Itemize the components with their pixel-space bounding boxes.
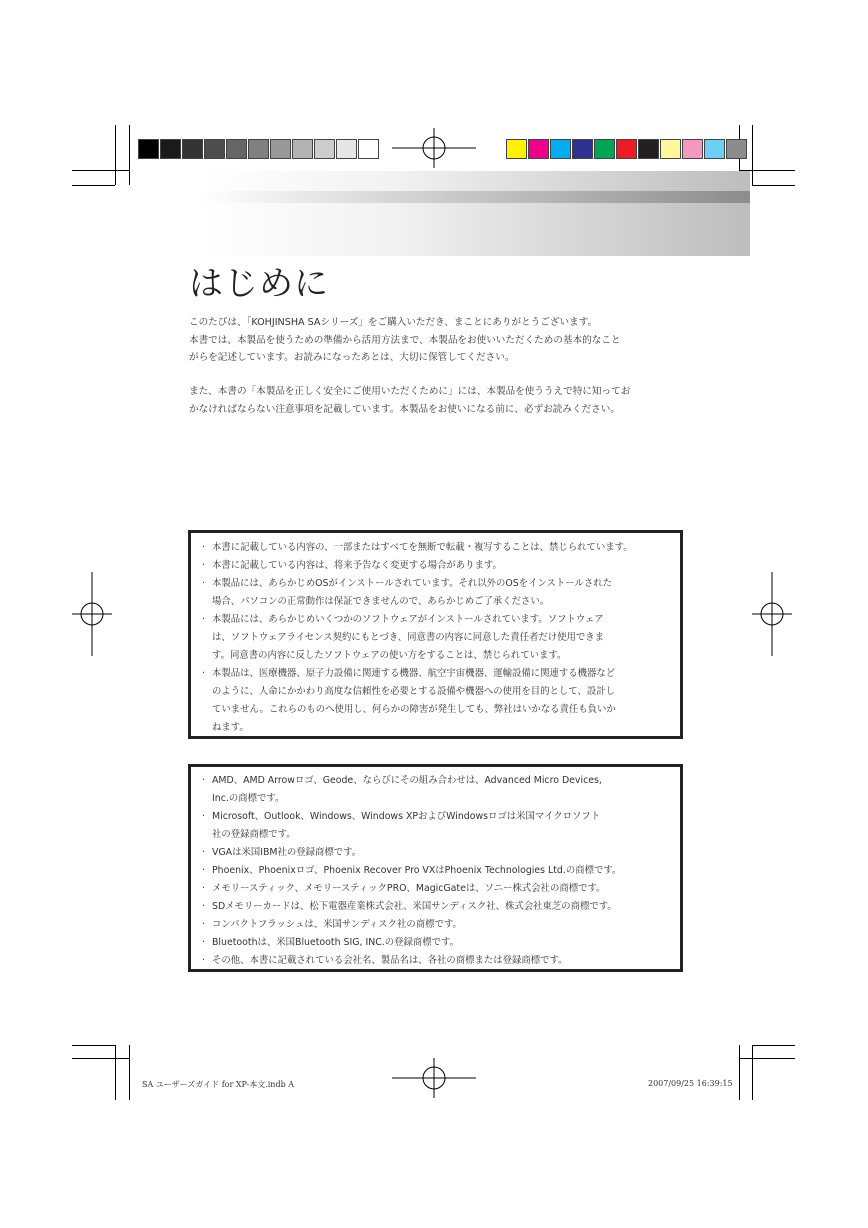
color-swatch: [160, 139, 181, 159]
trademark-line: · コンパクトフラッシュは、米国サンディスク社の商標です。: [212, 919, 462, 930]
intro-line: また、本書の「本製品を正しく安全にご使用いただくために」には、本製品を使ううえで特に知ってお: [189, 386, 631, 397]
crop-mark: [752, 1045, 795, 1046]
page-title: はじめに: [189, 264, 329, 304]
header-banner-stripe: [200, 191, 750, 203]
notice-box: [188, 530, 683, 739]
color-swatch: [506, 139, 527, 159]
crop-mark: [72, 1045, 115, 1046]
crop-mark: [752, 185, 795, 186]
trademark-item: [199, 952, 672, 970]
notice-item: [199, 557, 672, 575]
crop-mark: [752, 1045, 753, 1100]
intro-line: このたびは、「KOHJINSHA SAシリーズ」をご購入いただき、まことにありがとうございます。: [189, 317, 598, 328]
color-swatch: [270, 139, 291, 159]
color-swatch: [726, 139, 747, 159]
trademark-line: · VGAは米国IBM社の登録商標です。: [212, 847, 362, 858]
crop-mark: [129, 1045, 130, 1100]
color-swatch: [138, 139, 159, 159]
trademark-line: · AMD、AMD Arrowロゴ、Geode、ならびにその組み合わせは、Advanced Micro Devices,: [212, 775, 602, 786]
crop-mark: [72, 1058, 129, 1059]
crop-mark: [752, 125, 753, 185]
trademark-line: · Microsoft、Outlook、Windows、Windows XPおよびWindowsロゴは米国マイクロソフト: [212, 811, 601, 822]
trademark-item: [199, 898, 672, 916]
crop-mark: [72, 170, 129, 171]
trademark-line: · SDメモリーカードは、松下電器産業株式会社、米国サンディスク社、株式会社東芝の商標です。: [212, 901, 617, 912]
color-swatch: [204, 139, 225, 159]
crop-mark: [739, 1058, 795, 1059]
registration-mark-icon: [752, 572, 792, 656]
color-swatch: [594, 139, 615, 159]
footer-timestamp: 2007/09/25 16:39:15: [648, 1079, 733, 1088]
trademark-line: · その他、本書に記載されている会社名、製品名は、各社の商標または登録商標です。: [212, 955, 568, 966]
registration-mark-icon: [392, 128, 476, 168]
intro-line: がらを記述しています。お読みになったあとは、大切に保管してください。: [189, 352, 515, 363]
registration-mark-icon: [72, 572, 112, 656]
notice-line: ねます。: [212, 722, 249, 733]
process-color-bar: [506, 139, 748, 159]
notice-item: [199, 611, 672, 665]
intro-line: 本書では、本製品を使うための準備から活用方法まで、本製品をお使いいただくための基本的なこと: [189, 334, 621, 346]
notice-item: [199, 665, 672, 737]
color-swatch: [528, 139, 549, 159]
footer-filename: SA ユーザーズガイド for XP-本文.indb A: [142, 1080, 295, 1089]
trademark-item: [199, 862, 672, 880]
notice-line: は、ソフトウェアライセンス契約にもとづき、同意書の内容に同意した責任者だけ使用できま: [212, 632, 604, 643]
color-swatch: [682, 139, 703, 159]
intro-paragraph-1: [189, 314, 689, 367]
color-swatch: [292, 139, 313, 159]
color-swatch: [572, 139, 593, 159]
color-swatch: [358, 139, 379, 159]
notice-line: · 本書に記載している内容は、将来予告なく変更する場合があります。: [212, 560, 502, 571]
color-swatch: [638, 139, 659, 159]
notice-line: ていません。これらのものへ使用し、何らかの障害が発生しても、弊社はいかなる責任も負いか: [212, 704, 616, 715]
registration-mark-icon: [392, 1058, 476, 1098]
notice-line: · 本製品には、あらかじめいくつかのソフトウェアがインストールされています。ソフトウェア: [212, 614, 604, 625]
color-swatch: [616, 139, 637, 159]
trademark-item: [199, 808, 672, 844]
notice-line: · 本製品は、医療機器、原子力設備に関連する機器、航空宇宙機器、運輸設備に関連する機器など: [212, 668, 616, 679]
crop-mark: [72, 185, 115, 186]
trademark-line: 社の登録商標です。: [212, 829, 296, 840]
trademark-item: [199, 934, 672, 952]
trademark-line: Inc.の商標です。: [212, 793, 285, 804]
intro-paragraph-2: [189, 383, 689, 418]
crop-mark: [129, 125, 130, 185]
notice-line: 場合、パソコンの正常動作は保証できませんので、あらかじめご了承ください。: [212, 596, 550, 607]
color-swatch: [336, 139, 357, 159]
color-swatch: [182, 139, 203, 159]
notice-item: [199, 575, 672, 611]
color-swatch: [314, 139, 335, 159]
notice-line: す。同意書の内容に反したソフトウェアの使い方をすることは、禁じられています。: [212, 650, 567, 661]
trademark-line: · Bluetoothは、米国Bluetooth SIG, INC.の登録商標です。: [212, 937, 459, 948]
header-banner: [200, 171, 750, 256]
intro-line: かなければならない注意事項を記載しています。本製品をお使いになる前に、必ずお読みください。: [189, 403, 620, 415]
notice-item: [199, 539, 672, 557]
color-swatch: [248, 139, 269, 159]
color-swatch: [226, 139, 247, 159]
trademark-item: [199, 880, 672, 898]
crop-mark: [739, 1045, 740, 1100]
trademark-item: [199, 844, 672, 862]
trademark-line: · メモリースティック、メモリースティックPRO、MagicGateは、ソニー株式会社の商標です。: [212, 883, 606, 894]
grayscale-color-bar: [138, 139, 380, 159]
color-swatch: [704, 139, 725, 159]
crop-mark: [115, 125, 116, 185]
trademark-item: [199, 772, 672, 808]
color-swatch: [660, 139, 681, 159]
trademark-line: · Phoenix、Phoenixロゴ、Phoenix Recover Pro VXはPhoenix Technologies Ltd.の商標です。: [212, 865, 622, 876]
notice-line: · 本製品には、あらかじめOSがインストールされています。それ以外のOSをインストールされた: [212, 578, 612, 589]
notice-line: のように、人命にかかわり高度な信頼性を必要とする設備や機器への使用を目的として、設計し: [212, 686, 615, 697]
color-swatch: [550, 139, 571, 159]
trademark-item: [199, 916, 672, 934]
trademark-box: [188, 764, 683, 972]
notice-line: · 本書に記載している内容の、一部またはすべてを無断で転載・複写することは、禁じられています。: [212, 542, 633, 553]
crop-mark: [115, 1045, 116, 1100]
